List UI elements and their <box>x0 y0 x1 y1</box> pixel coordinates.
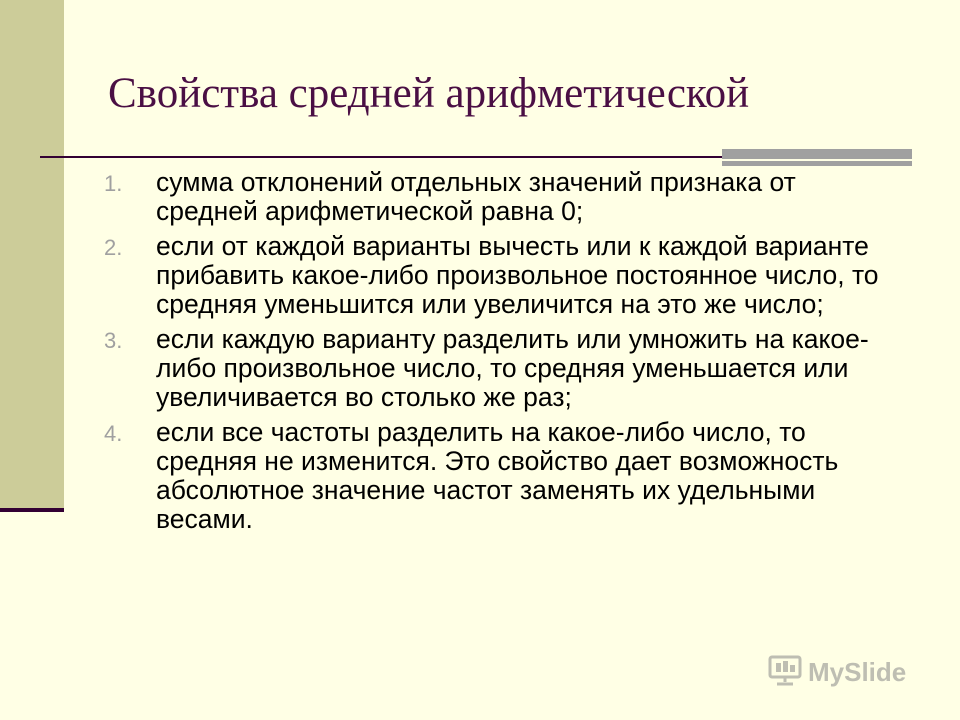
left-band-rule <box>0 508 64 512</box>
list-item-number: 2. <box>104 235 123 260</box>
list-item <box>104 418 904 534</box>
list-item <box>104 232 904 319</box>
list-item-text: если все частоты разделить на какое-либо число, то средняя не изменится. Это свойство дает возможность абсолютное значение частот заменять их удельными весами. <box>156 417 839 534</box>
list-item-text: если каждую варианту разделить или умножить на какое-либо произвольное число, то средняя уменьшается или увеличивается во столько же раз; <box>156 324 869 412</box>
list-item-number: 4. <box>104 421 123 446</box>
title-divider-accent <box>722 149 912 159</box>
list-item <box>104 168 904 226</box>
list-item <box>104 325 904 412</box>
properties-list <box>104 168 904 540</box>
left-decorative-band <box>0 0 64 510</box>
presentation-board-icon <box>768 654 802 691</box>
watermark-text: MySlide <box>808 656 907 687</box>
list-item-text: если от каждой варианты вычесть или к каждой варианте прибавить какое-либо произвольное постоянное число, то средняя уменьшится или увеличится на это же число; <box>156 231 879 319</box>
list-item-text: сумма отклонений отдельных значений признака от средней арифметической равна 0; <box>156 167 796 226</box>
list-item-number: 3. <box>104 328 123 353</box>
myslide-watermark <box>768 654 906 690</box>
list-item-number: 1. <box>104 171 123 196</box>
slide-title: Свойства средней арифметической <box>108 70 750 117</box>
